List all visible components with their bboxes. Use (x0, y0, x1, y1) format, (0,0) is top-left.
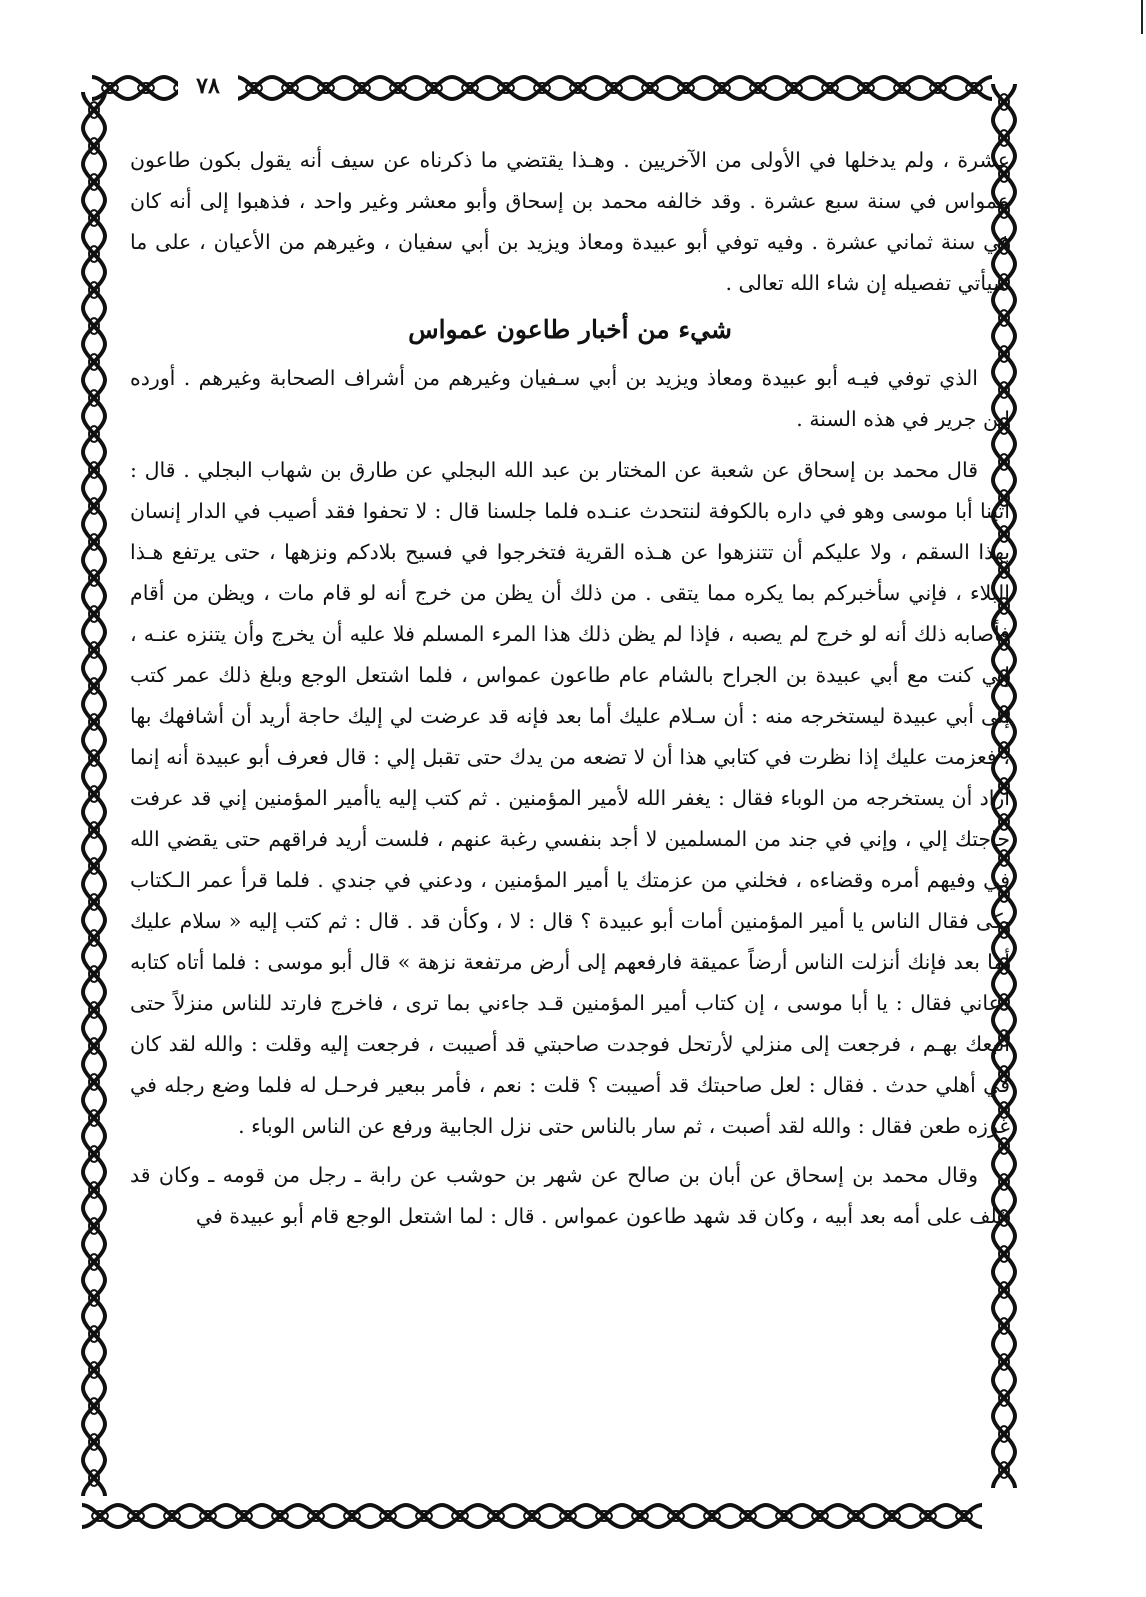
intro-paragraph: عشرة ، ولم يدخلها في الأولى من الآخريين . وهـذا يقتضي ما ذكرناه عن سيف أنه يقول بكون طاعون عمواس في سنة سبع عشرة . وقد خالفه محمد بن إسحاق وأبو معشر وغير واحد ، فذهبوا إلى أنه كان في سنة ثماني عشرة . وفيه توفي أبو عبيدة ومعاذ ويزيد بن أبي سفيان ، وغيرهم من الأعيان ، على ما سيأتي تفصيله إن شاء الله تعالى . (130, 148, 1010, 295)
paragraph-1: الذي توفي فيـه أبو عبيدة ومعاذ ويزيد بن أبي سـفيان وغيرهم من أشراف الصحابة وغيرهم . أورده ابن جرير في هذه السنة . (130, 366, 1010, 431)
page-edge-mark (1141, 0, 1143, 34)
border-bottom-chain (82, 1505, 982, 1527)
border-left-chain (83, 92, 105, 1496)
page-number: ٧٨ (178, 68, 238, 104)
paragraph-2: قال محمد بن إسحاق عن شعبة عن المختار بن عبد الله البجلي عن طارق بن شهاب البجلي . قال : أتينا أبا موسى وهو في داره بالكوفة لنتحدث عنـده فلما جلسنا قال : لا تحفوا فقد أصيب في الدار إنسان بهذا السقم ، ولا عليكم أن تتنزهوا عن هـذه القرية فتخرجوا في فسيح بلادكم ونزهها ، حتى يرتفع هـذا البلاء ، فإني سأخبركم بما يكره مما يتقى . من ذلك أن يظن من خرج أنه لو قام مات ، ويظن من أقام فأصابه ذلك أنه لو خرج لم يصبه ، فإذا لم يظن ذلك هذا المرء المسلم فلا عليه أن يخرج وأن يتنزه عنـه ، إني كنت مع أبي عبيدة بن الجراح بالشام عام طاعون عمواس ، فلما اشتعل الوجع وبلغ ذلك عمر كتب إلى أبي عبيدة ليستخرجه منه : أن سـلام عليك أما بعد فإنه قد عرضت لي إليك حاجة أريد أن أشافهك بها ، فعزمت عليك إذا نظرت في كتابي هذا أن لا تضعه من يدك حتى تقبل إلي : قال فعرف أبو عبيدة أنه إنما أراد أن يستخرجه من الوباء فقال : يغفر الله لأمير المؤمنين . ثم كتب إليه ياأمير المؤمنين إني قد عرفت حاجتك إلي ، وإني في جند من المسلمين لا أجد بنفسي رغبة عنهم ، فلست أريد فراقهم حتى يقضي الله في وفيهم أمره وقضاءه ، فخلني من عزمتك يا أمير المؤمنين ، ودعني في جندي . فلما قرأ عمر الـكتاب بكى فقال الناس يا أمير المؤمنين أمات أبو عبيدة ؟ قال : لا ، وكأن قد . قال : ثم كتب إليه « سلام عليك أما بعد فإنك أنزلت الناس أرضاً عميقة فارفعهم إلى أرض مرتفعة نزهة » قال أبو موسى : فلما أتاه كتابه دعاني فقال : يا أبا موسى ، إن كتاب أمير المؤمنين قـد جاءني بما ترى ، فاخرج فارتد للناس منزلاً حتى أتبعك بهـم ، فرجعت إلى منزلي لأرتحل فوجدت صاحبتي قد أصيبت ، فرجعت إليه وقلت : والله لقد كان في أهلي حدث . فقال : لعل صاحبتك قد أصيبت ؟ قلت : نعم ، فأمر ببعير فرحـل له فلما وضع رجله في غرزه طعن فقال : والله لقد أصبت ، ثم سار بالناس حتى نزل الجابية ورفع عن الناس الوباء . (130, 458, 1010, 1138)
section-heading: شيء من أخبار طاعون عمواس (408, 315, 732, 344)
paragraph-3: وقال محمد بن إسحاق عن أبان بن صالح عن شهر بن حوشب عن رابة ـ رجل من قومه ـ وكان قد خلف على أمه بعد أبيه ، وكان قد شهد طاعون عمواس . قال : لما اشتعل الوجع قام أبو عبيدة في (130, 1163, 1010, 1228)
page-body (130, 140, 1010, 1490)
